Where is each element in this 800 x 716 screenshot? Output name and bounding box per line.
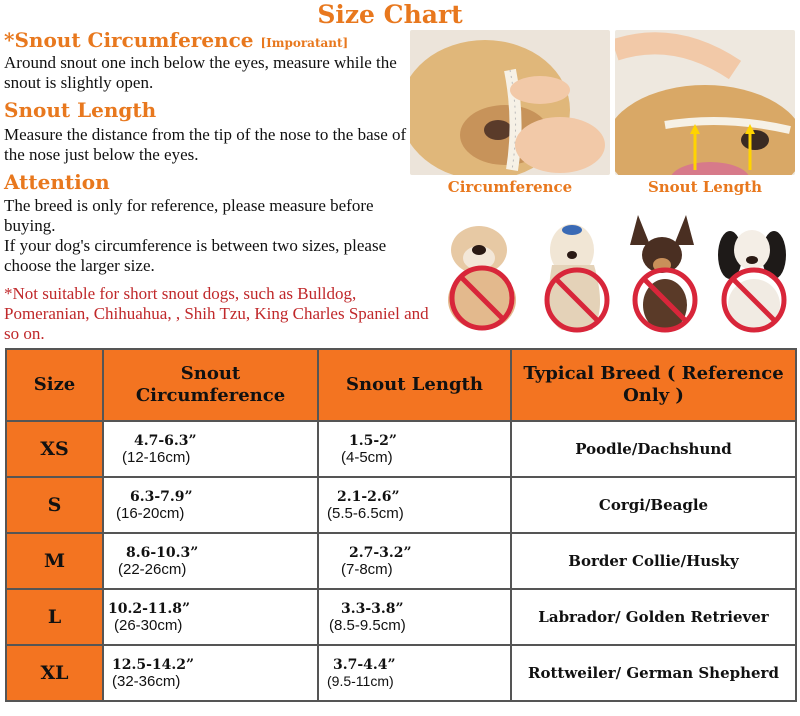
circumference-cm: (26-30cm) [114,616,183,634]
table-row-xs [6,421,796,477]
breed-cell: Border Collie/Husky [511,533,796,589]
snout-circumference-title: *Snout Circumference [4,28,254,52]
breed-cell: Rottweiler/ German Shepherd [511,645,796,701]
length-inches: 3.7-4.4” [333,657,396,673]
length-cell [318,589,511,645]
snout-length-text: Measure the distance from the tip of the nose to the base of the nose just below the eyes. [4,125,407,164]
header-size: Size [6,349,103,421]
table-header-row [6,349,796,421]
attention-warning: *Not suitable for short snout dogs, such as Bulldog, Pomeranian, Chihuahua, , Shih Tzu, King Charles Spaniel and so on. [4,284,429,343]
circumference-cell [103,421,318,477]
length-cm: (9.5-11cm) [327,673,394,689]
circumference-cm: (32-36cm) [112,672,181,690]
circumference-inches: 8.6-10.3” [126,544,199,561]
snout-length-heading: Snout Length [4,98,157,122]
circumference-photo [410,30,610,175]
circumference-inches: 4.7-6.3” [134,432,197,449]
circumference-label: Circumference [447,178,573,196]
circumference-cm: (12-16cm) [122,448,191,466]
size-cell: L [6,589,103,645]
page-title: Size Chart [317,0,463,29]
length-inches: 3.3-3.8” [341,600,404,617]
important-tag: [Imporatant] [260,36,349,50]
attention-line-1: The breed is only for reference, please measure before buying. [4,196,374,235]
table-row-xl [6,645,796,701]
snout-length-label: Snout Length [647,178,763,196]
bulldog-image [437,210,527,335]
length-cell [318,421,511,477]
length-inches: 1.5-2” [349,432,397,449]
length-inches: 2.7-3.2” [349,544,412,561]
length-cell [318,477,511,533]
circumference-cell [103,645,318,701]
circumference-cell [103,533,318,589]
size-table [5,348,797,702]
length-cell [318,645,511,701]
table-row-m [6,533,796,589]
size-cell: S [6,477,103,533]
header-snout-circumference: Snout Circumference [103,349,318,421]
breed-cell: Corgi/Beagle [511,477,796,533]
circumference-cell [103,477,318,533]
circumference-cm: (22-26cm) [118,560,187,578]
breed-cell: Poodle/Dachshund [511,421,796,477]
snout-circumference-text: Around snout one inch below the eyes, measure while the snout is slightly open. [4,53,397,92]
attention-line-2: If your dog's circumference is between two sizes, please choose the larger size. [4,236,387,275]
length-cm: (5.5-6.5cm) [327,504,404,522]
table-row-s [6,477,796,533]
circumference-inches: 10.2-11.8” [108,600,191,617]
length-cm: (8.5-9.5cm) [329,616,406,634]
breed-cell: Labrador/ Golden Retriever [511,589,796,645]
header-typical-breed: Typical Breed ( Reference Only ) [511,349,796,421]
length-cm: (7-8cm) [341,560,393,578]
circumference-inches: 6.3-7.9” [130,488,193,505]
length-cell [318,533,511,589]
length-cm: (4-5cm) [341,448,393,466]
size-cell: M [6,533,103,589]
header-snout-length: Snout Length [318,349,511,421]
shih-tzu-image [532,210,622,335]
size-cell: XS [6,421,103,477]
snout-circumference-heading [4,28,348,52]
length-inches: 2.1-2.6” [337,488,400,505]
size-cell: XL [6,645,103,701]
chihuahua-image [620,210,710,335]
circumference-inches: 12.5-14.2” [112,656,195,673]
circumference-cm: (16-20cm) [116,504,185,522]
table-row-l [6,589,796,645]
attention-heading: Attention [4,170,110,194]
snout-length-photo [615,30,795,175]
circumference-cell [103,589,318,645]
king-charles-spaniel-image [708,210,798,335]
